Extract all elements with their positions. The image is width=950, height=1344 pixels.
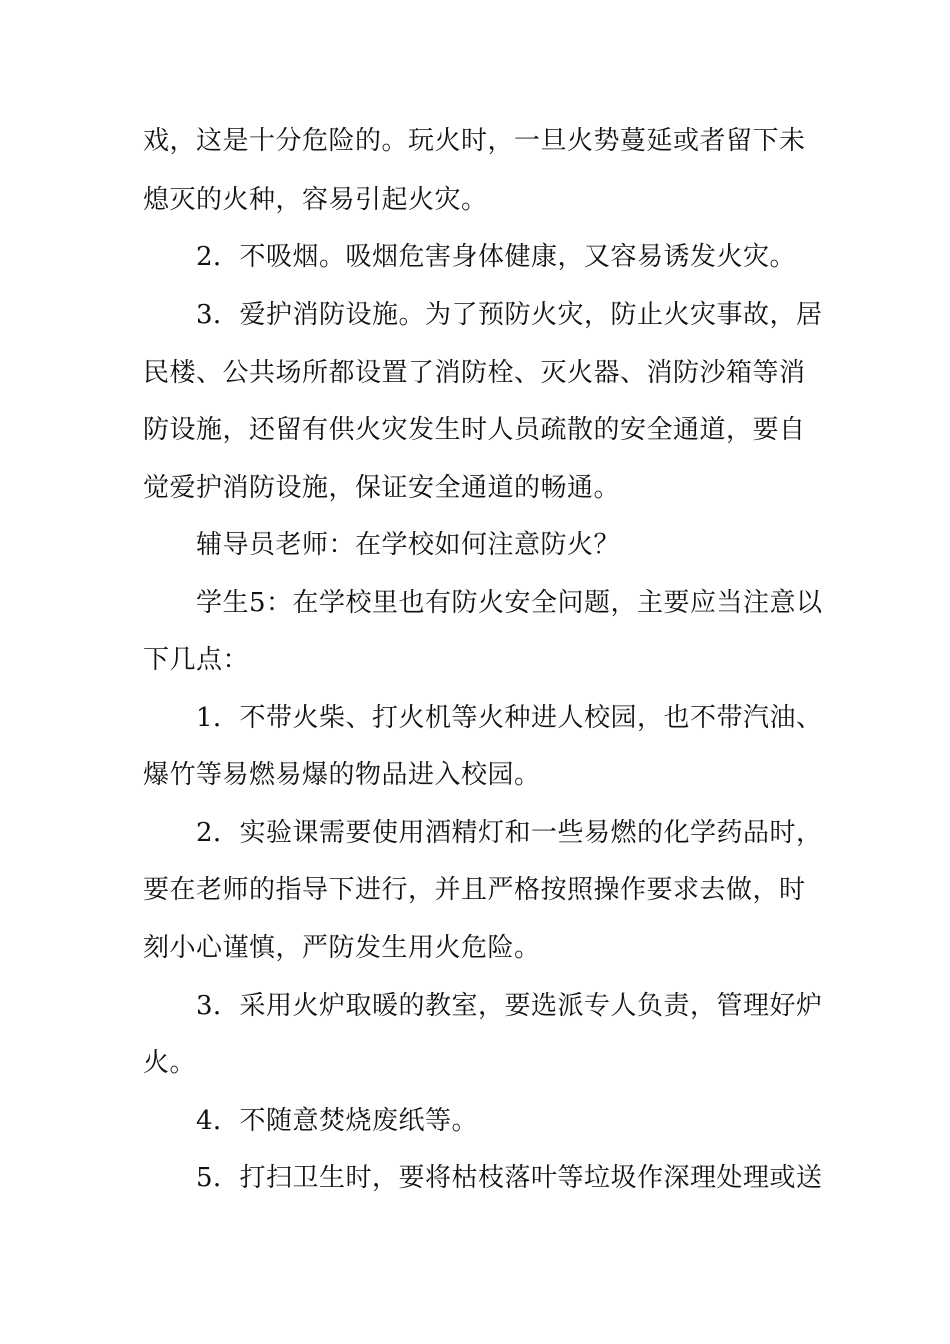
dialogue-line: 辅导员老师：在学校如何注意防火？ — [196, 530, 621, 560]
text-line: 下几点： — [143, 645, 250, 675]
text-line: 爆竹等易燃易爆的物品进入校园。 — [143, 760, 541, 790]
list-item: 4．不随意焚烧废纸等。 — [196, 1106, 479, 1136]
text-line: 要在老师的指导下进行，并且严格按照操作要求去做，时 — [143, 875, 806, 905]
text-line: 火。 — [143, 1048, 197, 1078]
list-item: 2．不吸烟。吸烟危害身体健康，又容易诱发火灾。 — [196, 242, 797, 272]
list-item: 3．爱护消防设施。为了预防火灾，防止火灾事故，居 — [196, 300, 823, 330]
text-line: 民楼、公共场所都设置了消防栓、灭火器、消防沙箱等消 — [143, 358, 806, 388]
list-item: 3．采用火炉取暖的教室，要选派专人负责，管理好炉 — [196, 991, 823, 1021]
text-line: 刻小心谨慎，严防发生用火危险。 — [143, 933, 541, 963]
dialogue-line: 学生5：在学校里也有防火安全问题，主要应当注意以 — [196, 588, 823, 618]
text-line: 戏，这是十分危险的。玩火时，一旦火势蔓延或者留下未 — [143, 126, 806, 156]
list-item: 1．不带火柴、打火机等火种进人校园，也不带汽油、 — [196, 703, 823, 733]
text-line: 觉爱护消防设施，保证安全通道的畅通。 — [143, 473, 621, 503]
text-line: 熄灭的火种，容易引起火灾。 — [143, 185, 488, 215]
list-item: 2．实验课需要使用酒精灯和一些易燃的化学药品时， — [196, 818, 823, 848]
text-line: 防设施，还留有供火灾发生时人员疏散的安全通道，要自 — [143, 415, 806, 445]
list-item: 5．打扫卫生时，要将枯枝落叶等垃圾作深理处理或送 — [196, 1163, 823, 1193]
